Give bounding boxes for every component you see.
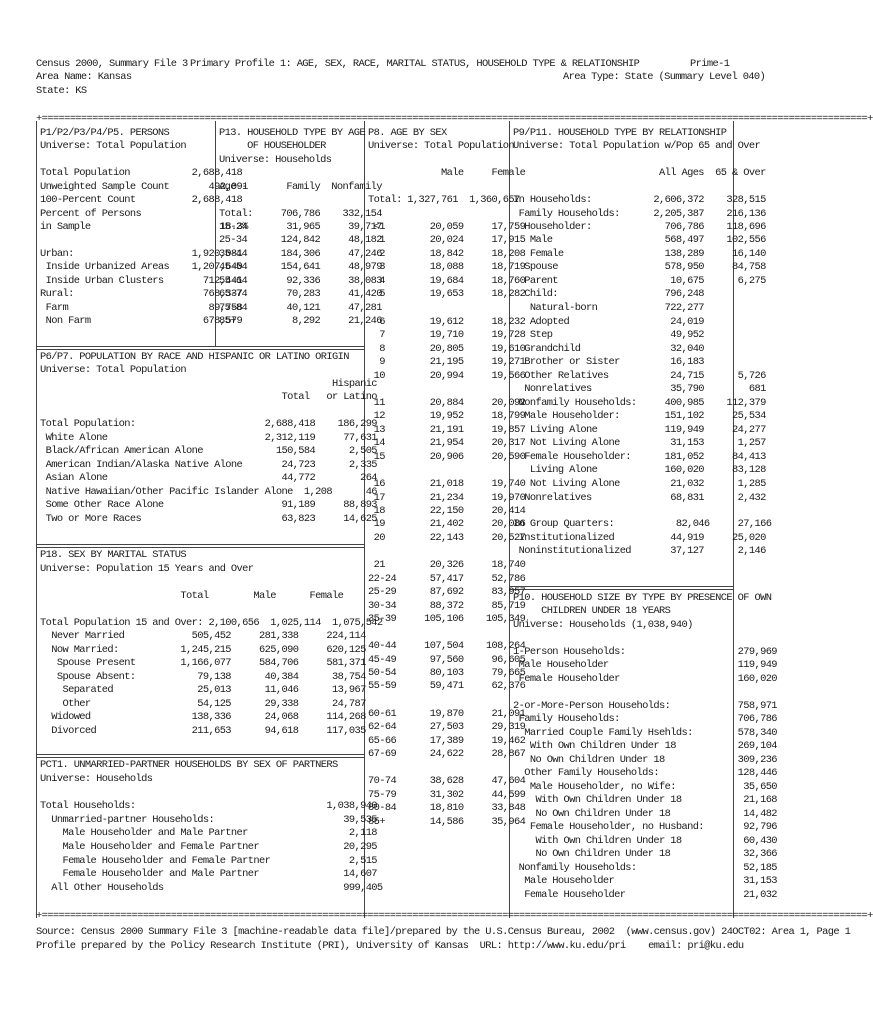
relationship-row: Institutionalized 44,919 25,020 [513,532,766,544]
age-sex-row: 62-64 27,503 29,319 [368,721,526,733]
age-sex-row: 40-44 107,504 108,264 [368,640,526,652]
household-age-row: 25-34 124,842 48,182 [219,234,382,246]
race-row: Total Population: 2,688,418 186,299 [40,418,377,430]
marital-row: Separated 25,013 11,046 13,967 [40,684,366,696]
household-size-row: Married Couple Family Hsehlds: 578,340 [513,727,777,739]
header-census-title: Census 2000, Summary File 3 [36,58,188,70]
household-age-row: 85+ 8,292 21,246 [219,315,382,327]
age-sex-row: 22-24 57,417 52,786 [368,573,526,585]
persons-universe: Universe: Total Population [40,140,187,152]
marital-row: Spouse Absent: 79,138 40,384 38,754 [40,671,366,683]
household-size-row: With Own Children Under 18 269,104 [513,740,777,752]
relationship-row: Step 49,952 [513,329,704,341]
age-sex-row: 30-34 88,372 85,719 [368,600,526,612]
household-size-row: 1-Person Households: 279,969 [513,646,777,658]
age-sex-row: 55-59 59,471 62,376 [368,680,526,692]
race-row: Black/African American Alone 150,584 2,505 [40,445,377,457]
marital-row: Other 54,125 29,338 24,787 [40,698,366,710]
household-age-row: Total: 706,786 332,154 [219,208,382,220]
persons-row: Unweighted Sample Count 492,091 [40,181,248,193]
household-age-row: 45-54 154,641 48,979 [219,261,382,273]
relationship-row: In Group Quarters: 82,046 27,166 [513,518,772,530]
relationship-header: All Ages 65 & Over [513,167,766,179]
relationship-row: Not Living Alone 21,032 1,285 [513,478,766,490]
marital-universe: Universe: Population 15 Years and Over [40,563,254,575]
household-age-row: 35-44 184,306 47,246 [219,248,382,260]
race-universe: Universe: Total Population [40,364,187,376]
household-size-row: Female Householder 160,020 [513,673,777,685]
unmarried-row: Male Householder and Male Partner 2,118 [40,827,377,839]
left-border [36,121,37,918]
race-row: White Alone 2,312,119 77,631 [40,432,377,444]
age-sex-row: 16 21,018 19,740 [368,478,526,490]
household-size-row: Nonfamily Households: 52,185 [513,862,777,874]
race-row: Some Other Race Alone 91,189 88,893 [40,499,377,511]
persons-row: in Sample 18.3% [40,221,248,233]
unmarried-row: All Other Households 999,405 [40,882,383,894]
unmarried-universe: Universe: Households [40,773,153,785]
age-sex-row: 13 21,191 19,857 [368,424,526,436]
household-age-header: Age-- Family Nonfamily [219,181,382,193]
relationship-row: Living Alone 160,020 83,128 [513,464,766,476]
household-size-row: Female Householder, no Husband: 92,796 [513,821,777,833]
age-sex-row: 45-49 97,560 96,605 [368,654,526,666]
marital-row: Never Married 505,452 281,338 224,114 [40,630,366,642]
household-size-row: No Own Children Under 18 32,366 [513,848,777,860]
relationship-row: Householder: 706,786 118,696 [513,221,766,233]
age-sex-row: 9 21,195 19,271 [368,356,526,368]
age-sex-row: 5 19,653 18,282 [368,288,526,300]
relationship-row: Female Householder: 181,052 84,413 [513,451,766,463]
relationship-universe: Universe: Total Population w/Pop 65 and Over [513,140,761,152]
household-size-row: Male Householder 119,949 [513,659,777,671]
rule-marital [36,544,364,548]
race-header: Hispanic [40,378,377,390]
relationship-row: Living Alone 119,949 24,277 [513,424,766,436]
rule-household-size [509,586,733,590]
age-sex-row: 10 20,994 19,566 [368,370,526,382]
rule-race [36,346,364,350]
marital-row: Total Population 15 and Over: 2,100,656 1,025,114 1,075,542 [40,617,383,629]
relationship-row: Adopted 24,019 [513,316,704,328]
household-age-title-2: OF HOUSEHOLDER [219,140,326,152]
unmarried-title: PCT1. UNMARRIED-PARTNER HOUSEHOLDS BY SEX OF PARTNERS [40,759,338,771]
marital-row: Now Married: 1,245,215 625,090 620,125 [40,644,366,656]
unmarried-row: Total Households: 1,038,940 [40,800,377,812]
household-age-row: 55-64 92,336 38,083 [219,275,382,287]
household-size-universe: Universe: Households (1,038,940) [513,619,693,631]
race-row: Asian Alone 44,772 264 [40,472,377,484]
race-header-2: Total or Latino [40,391,377,403]
footer-profile: Profile prepared by the Policy Research Institute (PRI), University of Kansas URL: http://www.ku.edu/pri email: pri@ku.edu [36,940,744,952]
household-size-row: 2-or-More-Person Households: 758,971 [513,700,777,712]
header-state: State: KS [36,85,87,97]
household-size-title: P10. HOUSEHOLD SIZE BY TYPE BY PRESENCE OF OWN [513,592,772,604]
marital-row: Spouse Present 1,166,077 584,706 581,371 [40,657,366,669]
bottom-separator: +===================================================================================================================================================+ [36,910,873,922]
persons-row: Farm 89,758 [40,302,243,314]
household-size-row: No Own Children Under 18 14,482 [513,808,777,820]
top-separator: +===================================================================================================================================================+ [36,113,873,125]
age-sex-row: Total: 1,327,761 1,360,657 [368,194,520,206]
age-sex-row: 2 18,842 18,208 [368,248,526,260]
age-sex-row: 85+ 14,586 35,964 [368,816,526,828]
header-area-type: Area Type: State (Summary Level 040) [563,71,766,83]
rule-unmarried [36,754,364,758]
household-size-row: Male Householder, no Wife: 35,650 [513,781,777,793]
header-area-name: Area Name: Kansas [36,71,132,83]
age-sex-row: 75-79 31,302 44,599 [368,789,526,801]
relationship-row: Male 568,497 102,556 [513,234,766,246]
age-sex-row: 15 20,906 20,590 [368,451,526,463]
age-sex-row: 65-66 17,389 19,462 [368,735,526,747]
age-sex-row: 80-84 18,810 33,848 [368,802,526,814]
unmarried-row: Unmarried-partner Households: 39,535 [40,814,377,826]
marital-header: Total Male Female [40,590,344,602]
household-age-row: 65-74 70,283 41,420 [219,288,382,300]
age-sex-row: 17 21,234 19,970 [368,492,526,504]
persons-row: Rural: 768,337 [40,288,243,300]
household-size-row: No Own Children Under 18 309,236 [513,754,777,766]
age-sex-row: 70-74 38,628 47,604 [368,775,526,787]
age-sex-row: 35-39 105,106 105,349 [368,613,526,625]
unmarried-row: Male Householder and Female Partner 20,295 [40,841,377,853]
persons-title: P1/P2/P3/P4/P5. PERSONS [40,127,170,139]
age-sex-row: 21 20,326 18,740 [368,559,526,571]
persons-row: Non Farm 678,579 [40,315,243,327]
age-sex-row: 25-29 87,692 83,957 [368,586,526,598]
marital-row: Divorced 211,653 94,618 117,035 [40,725,366,737]
household-size-row: Male Householder 31,153 [513,875,777,887]
persons-row: Total Population 2,688,418 [40,167,243,179]
relationship-row: Family Households: 2,205,387 216,136 [513,208,766,220]
relationship-row: Child: 796,248 [513,288,704,300]
relationship-row: Noninstitutionalized 37,127 2,146 [513,545,766,557]
relationship-title: P9/P11. HOUSEHOLD TYPE BY RELATIONSHIP [513,127,727,139]
relationship-row: Spouse 578,950 84,758 [513,261,766,273]
household-age-row: 75-84 40,121 47,281 [219,302,382,314]
age-sex-row: 7 19,710 19,728 [368,329,526,341]
relationship-row: Other Relatives 24,715 5,726 [513,370,766,382]
relationship-row: Nonfamily Households: 400,985 112,379 [513,397,766,409]
persons-row: Inside Urbanized Areas 1,207,640 [40,261,243,273]
age-sex-row: 18 22,150 20,414 [368,505,526,517]
age-sex-universe: Universe: Total Population [368,140,515,152]
age-sex-row: 3 18,088 18,719 [368,261,526,273]
age-sex-header: Male Female [368,167,526,179]
unmarried-row: Female Householder and Male Partner 14,607 [40,868,377,880]
relationship-row: Natural-born 722,277 [513,302,704,314]
persons-row: Percent of Persons [40,208,142,220]
relationship-row: Grandchild 32,040 [513,343,704,355]
household-age-row: 15-24 31,965 39,717 [219,221,382,233]
persons-row: Urban: 1,920,081 [40,248,243,260]
race-row: American Indian/Alaska Native Alone 24,723 2,335 [40,459,377,471]
relationship-row: Brother or Sister 16,183 [513,356,704,368]
relationship-row: Female 138,289 16,140 [513,248,766,260]
household-age-title: P13. HOUSEHOLD TYPE BY AGE [219,127,366,139]
household-size-row: With Own Children Under 18 21,168 [513,794,777,806]
marital-row: Widowed 138,336 24,068 114,268 [40,711,366,723]
persons-row: Inside Urban Clusters 712,441 [40,275,243,287]
household-size-row: Female Householder 21,032 [513,889,777,901]
relationship-row: Nonrelatives 35,790 681 [513,383,766,395]
age-sex-row: 14 21,954 20,317 [368,437,526,449]
household-size-row: Other Family Households: 128,446 [513,767,777,779]
age-sex-row: 12 19,952 18,799 [368,410,526,422]
persons-row: 100-Percent Count 2,688,418 [40,194,243,206]
age-sex-row: 60-61 19,870 21,091 [368,708,526,720]
race-row: Native Hawaiian/Other Pacific Islander Alone 1,208 46 [40,486,377,498]
unmarried-row: Female Householder and Female Partner 2,515 [40,855,377,867]
footer-source: Source: Census 2000 Summary File 3 [machine-readable data file]/prepared by the U.S.Census Bureau, 2002 (www.census.gov) 24OCT02: Area 1, Page 1 [36,926,851,938]
age-sex-row: 11 20,884 20,092 [368,397,526,409]
age-sex-row: 1 20,024 17,915 [368,234,526,246]
age-sex-row: 19 21,402 20,086 [368,518,526,530]
race-title: P6/P7. POPULATION BY RACE AND HISPANIC OR LATINO ORIGIN [40,351,349,363]
age-sex-row: 50-54 80,103 79,665 [368,667,526,679]
header-prime-label: Prime-1 [690,58,730,70]
relationship-row: Nonrelatives 68,831 2,432 [513,492,766,504]
relationship-row: In Households: 2,606,372 328,515 [513,194,766,206]
race-row: Two or More Races 63,823 14,625 [40,513,377,525]
age-sex-row: 20 22,143 20,527 [368,532,526,544]
marital-title: P18. SEX BY MARITAL STATUS [40,549,187,561]
relationship-row: Male Householder: 151,102 25,534 [513,410,766,422]
age-sex-row: <1 20,059 17,759 [368,221,526,233]
household-size-row: With Own Children Under 18 60,430 [513,835,777,847]
age-sex-title: P8. AGE BY SEX [368,127,447,139]
age-sex-row: 67-69 24,622 28,867 [368,748,526,760]
relationship-row: Parent 10,675 6,275 [513,275,766,287]
age-sex-row: 4 19,684 18,760 [368,275,526,287]
household-size-title-2: CHILDREN UNDER 18 YEARS [513,605,671,617]
header-profile-title: Primary Profile 1: AGE, SEX, RACE, MARITAL STATUS, HOUSEHOLD TYPE & RELATIONSHIP [190,58,640,70]
relationship-row: Not Living Alone 31,153 1,257 [513,437,766,449]
household-age-universe: Universe: Households [219,154,332,166]
age-sex-row: 6 19,612 18,232 [368,316,526,328]
age-sex-row: 8 20,805 19,610 [368,343,526,355]
household-size-row: Family Households: 706,786 [513,713,777,725]
